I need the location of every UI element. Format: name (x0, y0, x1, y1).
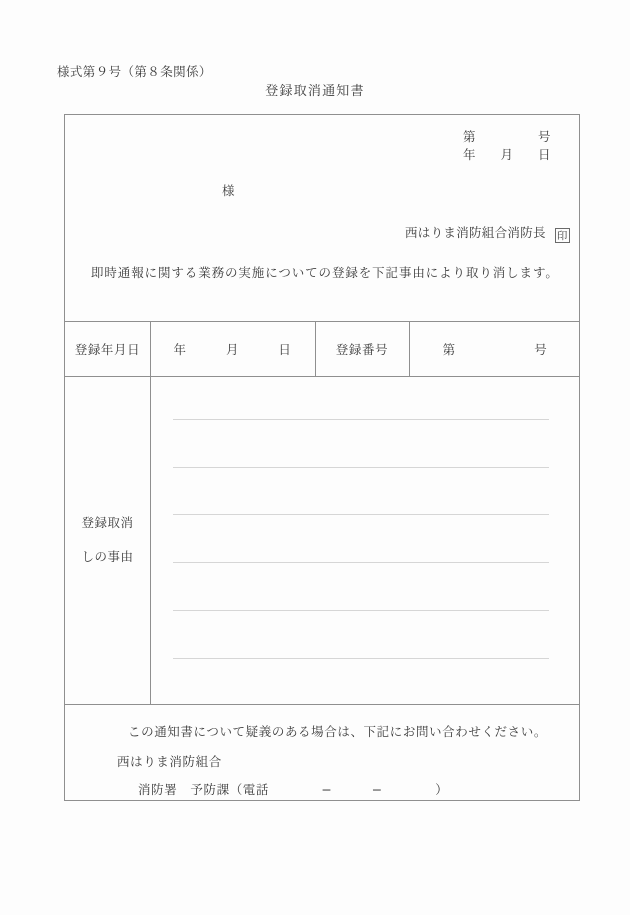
footer-inquiry-text: この通知書について疑義のある場合は、下記にお問い合わせください。 (128, 724, 547, 739)
reason-label-line-1: 登録取消 (81, 515, 134, 530)
footer-block (65, 704, 579, 801)
footer-contact: 消防署 予防課（電話 − − ） (138, 782, 449, 797)
footer-organization: 西はりま消防組合 (117, 754, 222, 769)
form-code: 様式第９号（第８条関係） (57, 64, 212, 79)
reason-write-line[interactable] (173, 419, 549, 420)
issuer-line (405, 223, 570, 243)
reason-write-line[interactable] (173, 514, 549, 515)
reason-label (65, 376, 150, 704)
registration-number-label: 登録番号 (335, 341, 389, 357)
document-date-line: 年 月 日 (463, 147, 551, 162)
addressee-suffix: 様 (222, 183, 235, 198)
registration-date-label: 登録年月日 (74, 341, 141, 357)
seal-stamp-box: 印 (555, 228, 570, 243)
reason-write-line[interactable] (173, 467, 549, 468)
registration-number-value[interactable]: 第 号 (442, 341, 548, 357)
document-number-block (463, 128, 551, 164)
document-title: 登録取消通知書 (265, 84, 365, 99)
reason-label-line-2: しの事由 (81, 549, 134, 564)
notice-body-text: 即時通報に関する業務の実施についての登録を下記事由により取り消します。 (91, 265, 559, 280)
reason-write-line[interactable] (173, 658, 549, 659)
issuer-name: 西はりま消防組合消防長 (405, 225, 546, 240)
document-number-line: 第 号 (463, 129, 551, 144)
reason-write-line[interactable] (173, 610, 549, 611)
form-outer-frame (64, 114, 580, 801)
reason-write-line[interactable] (173, 562, 549, 563)
registration-date-value[interactable]: 年 月 日 (173, 341, 292, 357)
table-divider-1 (150, 321, 151, 704)
